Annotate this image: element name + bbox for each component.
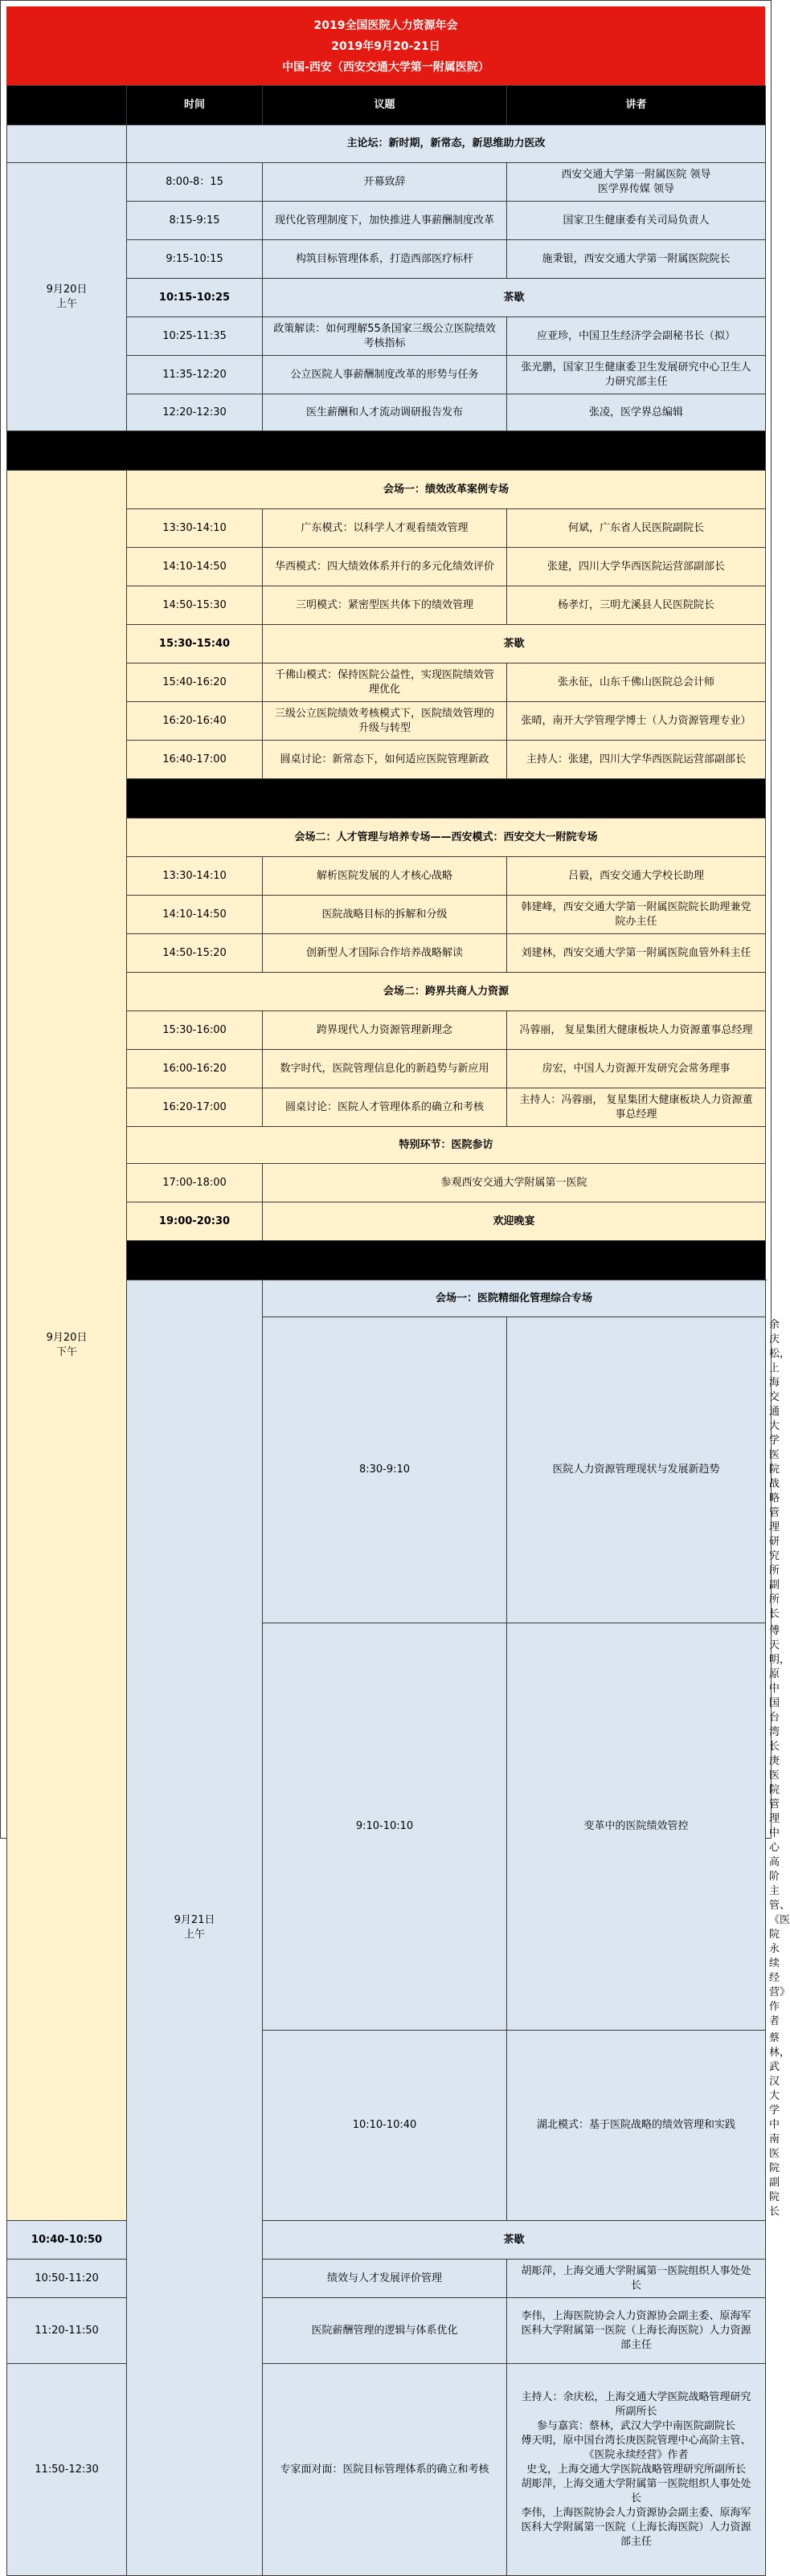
topic-cell: 华西模式：四大绩效体系并行的多元化绩效评价 (263, 548, 507, 586)
speaker-cell: 主持人：张建，四川大学华西医院运营部副部长 (507, 741, 766, 779)
time-cell: 10:25-11:35 (127, 317, 263, 356)
time-cell: 8:30-9:10 (263, 1317, 507, 1623)
time-cell: 10:40-10:50 (7, 2221, 127, 2260)
time-cell: 14:50-15:30 (127, 586, 263, 625)
speaker-cell: 韩建峰，西安交通大学第一附属医院院长助理兼党 院办主任 (507, 896, 766, 934)
date-cell-day1-am: 9月20日 上午 (7, 163, 127, 431)
speaker-cell: 主持人：余庆松，上海交通大学医院战略管理研究 所副所长 参与嘉宾：蔡林，武汉大学中南医院副院长 傅天明，原中国台湾长庚医院管理中心高阶主管、 《医院永续经营》作者 史戈，上海交通大学医院战略管理研究所副所长 胡彫萍，上海交通大学附属第一医院组织人事处处 长 李伟，上海医院协会人力资源协会副主委、原海军 医科大学附属第一医院（上海长海医院）人力资源 部主任 (507, 2364, 766, 2576)
header-speaker: 讲者 (507, 86, 766, 125)
time-cell: 12:20-12:30 (127, 394, 263, 431)
separator (127, 1241, 766, 1280)
session-title: 会场一：医院精细化管理综合专场 (263, 1280, 766, 1317)
time-cell: 10:50-11:20 (7, 2260, 127, 2298)
speaker-cell: 吕毅，西安交通大学校长助理 (507, 857, 766, 896)
topic-cell: 数字时代，医院管理信息化的新趋势与新应用 (263, 1050, 507, 1088)
time-cell: 10:15-10:25 (127, 279, 263, 317)
table-row: 8:30-9:10 医院人力资源管理现状与发展新趋势 余庆松，上海交通大学医院战略管理研究所副所长 (7, 1317, 766, 1623)
speaker-cell: 施秉银，西安交通大学第一附属医院院长 (507, 240, 766, 279)
visit-label: 参观西安交通大学附属第一医院 (263, 1164, 766, 1202)
speaker-cell: 张凌，医学界总编辑 (507, 394, 766, 431)
topic-cell: 公立医院人事薪酬制度改革的形势与任务 (263, 356, 507, 394)
topic-cell: 跨界现代人力资源管理新理念 (263, 1011, 507, 1050)
session-title: 会场二：跨界共商人力资源 (127, 973, 766, 1011)
speaker-cell: 何斌，广东省人民医院副院长 (507, 509, 766, 548)
topic-cell: 专家面对面：医院目标管理体系的确立和考核 (263, 2364, 507, 2576)
table-row (7, 163, 766, 202)
speaker-cell: 张晴，南开大学管理学博士（人力资源管理专业） (507, 702, 766, 741)
topic-cell: 湖北模式：基于医院战略的绩效管理和实践 (507, 2031, 766, 2221)
speaker-cell: 刘建林，西安交通大学第一附属医院血管外科主任 (507, 934, 766, 973)
speaker-cell: 张建，四川大学华西医院运营部副部长 (507, 548, 766, 586)
time-cell: 8:15-9:15 (127, 202, 263, 240)
topic-cell: 圆桌讨论：新常态下，如何适应医院管理新政 (263, 741, 507, 779)
speaker-cell: 国家卫生健康委有关司局负责人 (507, 202, 766, 240)
time-cell: 16:20-16:40 (127, 702, 263, 741)
date-cell-day2-am: 9月21日 上午 (127, 1280, 263, 2576)
time-cell: 15:30-16:00 (127, 1011, 263, 1050)
special-title: 特别环节：医院参访 (127, 1127, 766, 1164)
speaker-cell: 张光鹏，国家卫生健康委卫生发展研究中心卫生人 力研究部主任 (507, 356, 766, 394)
table-row (7, 2298, 766, 2364)
session-title-row (7, 471, 766, 509)
time-cell: 16:00-16:20 (127, 1050, 263, 1088)
tea-break-label: 茶歇 (263, 279, 766, 317)
topic-cell: 广东模式：以科学人才观看绩效管理 (263, 509, 507, 548)
topic-cell: 医院薪酬管理的逻辑与体系优化 (263, 2298, 507, 2364)
table-row: 9:10-10:10 变革中的医院绩效管控 傅天明，原中国台湾长庚医院管理中心高阶主管、 《医院永续经营》作者 (7, 1623, 766, 2031)
tea-break-label: 茶歇 (263, 625, 766, 663)
table-row (7, 2260, 766, 2298)
topic-cell: 医生薪酬和人才流动调研报告发布 (263, 394, 507, 431)
topic-cell: 绩效与人才发展评价管理 (263, 2260, 507, 2298)
topic-cell: 现代化管理制度下，加快推进人事薪酬制度改革 (263, 202, 507, 240)
conference-title: 2019全国医院人力资源年会 (313, 19, 458, 32)
conference-location: 中国-西安（西安交通大学第一附属医院） (282, 61, 489, 74)
topic-cell: 政策解读：如何理解55条国家三级公立医院绩效 考核指标 (263, 317, 507, 356)
empty-cell (7, 125, 127, 163)
session-title: 会场一：绩效改革案例专场 (127, 471, 766, 509)
topic-cell: 解析医院发展的人才核心战略 (263, 857, 507, 896)
separator (127, 779, 766, 819)
time-cell: 10:10-10:40 (263, 2031, 507, 2221)
topic-cell: 三级公立医院绩效考核模式下，医院绩效管理的 升级与转型 (263, 702, 507, 741)
speaker-cell: 应亚珍，中国卫生经济学会副秘书长（拟） (507, 317, 766, 356)
speaker-cell: 杨孝灯，三明尤溪县人民医院院长 (507, 586, 766, 625)
time-cell: 17:00-18:00 (127, 1164, 263, 1202)
time-cell: 11:50-12:30 (7, 2364, 127, 2576)
dinner-label: 欢迎晚宴 (263, 1202, 766, 1241)
topic-cell: 医院战略目标的拆解和分级 (263, 896, 507, 934)
header-date-cell (7, 86, 127, 125)
tea-break-label: 茶歇 (263, 2221, 766, 2260)
topic-cell: 构筑目标管理体系，打造西部医疗标杆 (263, 240, 507, 279)
topic-cell: 三明模式：紧密型医共体下的绩效管理 (263, 586, 507, 625)
time-cell: 19:00-20:30 (127, 1202, 263, 1241)
speaker-cell: 主持人：冯蓉丽， 复星集团大健康板块人力资源董 事总经理 (507, 1088, 766, 1127)
topic-cell: 医院人力资源管理现状与发展新趋势 (507, 1317, 766, 1623)
date-cell-day1-pm: 9月20日 下午 (7, 471, 127, 2221)
speaker-cell: 李伟，上海医院协会人力资源协会副主委、原海军 医科大学附属第一医院（上海长海医院）人力资源 部主任 (507, 2298, 766, 2364)
time-cell: 15:40-16:20 (127, 663, 263, 702)
header-time: 时间 (127, 86, 263, 125)
speaker-cell: 西安交通大学第一附属医院 领导 医学界传媒 领导 (507, 163, 766, 202)
forum-row (7, 125, 766, 163)
separator (7, 431, 766, 471)
topic-cell: 开幕致辞 (263, 163, 507, 202)
topic-cell: 创新型人才国际合作培养战略解读 (263, 934, 507, 973)
time-cell: 14:50-15:20 (127, 934, 263, 973)
table-row: 10:10-10:40 湖北模式：基于医院战略的绩效管理和实践 蔡林，武汉大学中南医院副院长 (7, 2031, 766, 2221)
header-topic: 议题 (263, 86, 507, 125)
column-header-row (7, 86, 766, 125)
session-title: 会场二：人才管理与培养专场——西安模式：西安交大一附院专场 (127, 819, 766, 857)
time-cell: 14:10-14:50 (127, 896, 263, 934)
time-cell: 14:10-14:50 (127, 548, 263, 586)
topic-cell: 圆桌讨论：医院人才管理体系的确立和考核 (263, 1088, 507, 1127)
time-cell: 9:10-10:10 (263, 1623, 507, 2031)
time-cell: 9:15-10:15 (127, 240, 263, 279)
time-cell: 15:30-15:40 (127, 625, 263, 663)
schedule-table (6, 85, 790, 2576)
time-cell: 16:40-17:00 (127, 741, 263, 779)
time-cell: 8:00-8：15 (127, 163, 263, 202)
speaker-cell: 胡彫萍，上海交通大学附属第一医院组织人事处处 长 (507, 2260, 766, 2298)
header-banner (6, 6, 765, 85)
topic-cell: 变革中的医院绩效管控 (507, 1623, 766, 2031)
separator-row (7, 431, 766, 471)
tea-break-row (7, 2221, 766, 2260)
speaker-cell: 冯蓉丽， 复星集团大健康板块人力资源董事总经理 (507, 1011, 766, 1050)
speaker-cell: 房宏，中国人力资源开发研究会常务理事 (507, 1050, 766, 1088)
time-cell: 13:30-14:10 (127, 509, 263, 548)
time-cell: 11:20-11:50 (7, 2298, 127, 2364)
time-cell: 11:35-12:20 (127, 356, 263, 394)
topic-cell: 千佛山模式：保持医院公益性，实现医院绩效管 理优化 (263, 663, 507, 702)
table-row (7, 2364, 766, 2576)
time-cell: 13:30-14:10 (127, 857, 263, 896)
speaker-cell: 张永征，山东千佛山医院总会计师 (507, 663, 766, 702)
main-forum-title: 主论坛：新时期，新常态，新思维助力医改 (127, 125, 766, 163)
conference-date: 2019年9月20-21日 (331, 40, 440, 53)
time-cell: 16:20-17:00 (127, 1088, 263, 1127)
